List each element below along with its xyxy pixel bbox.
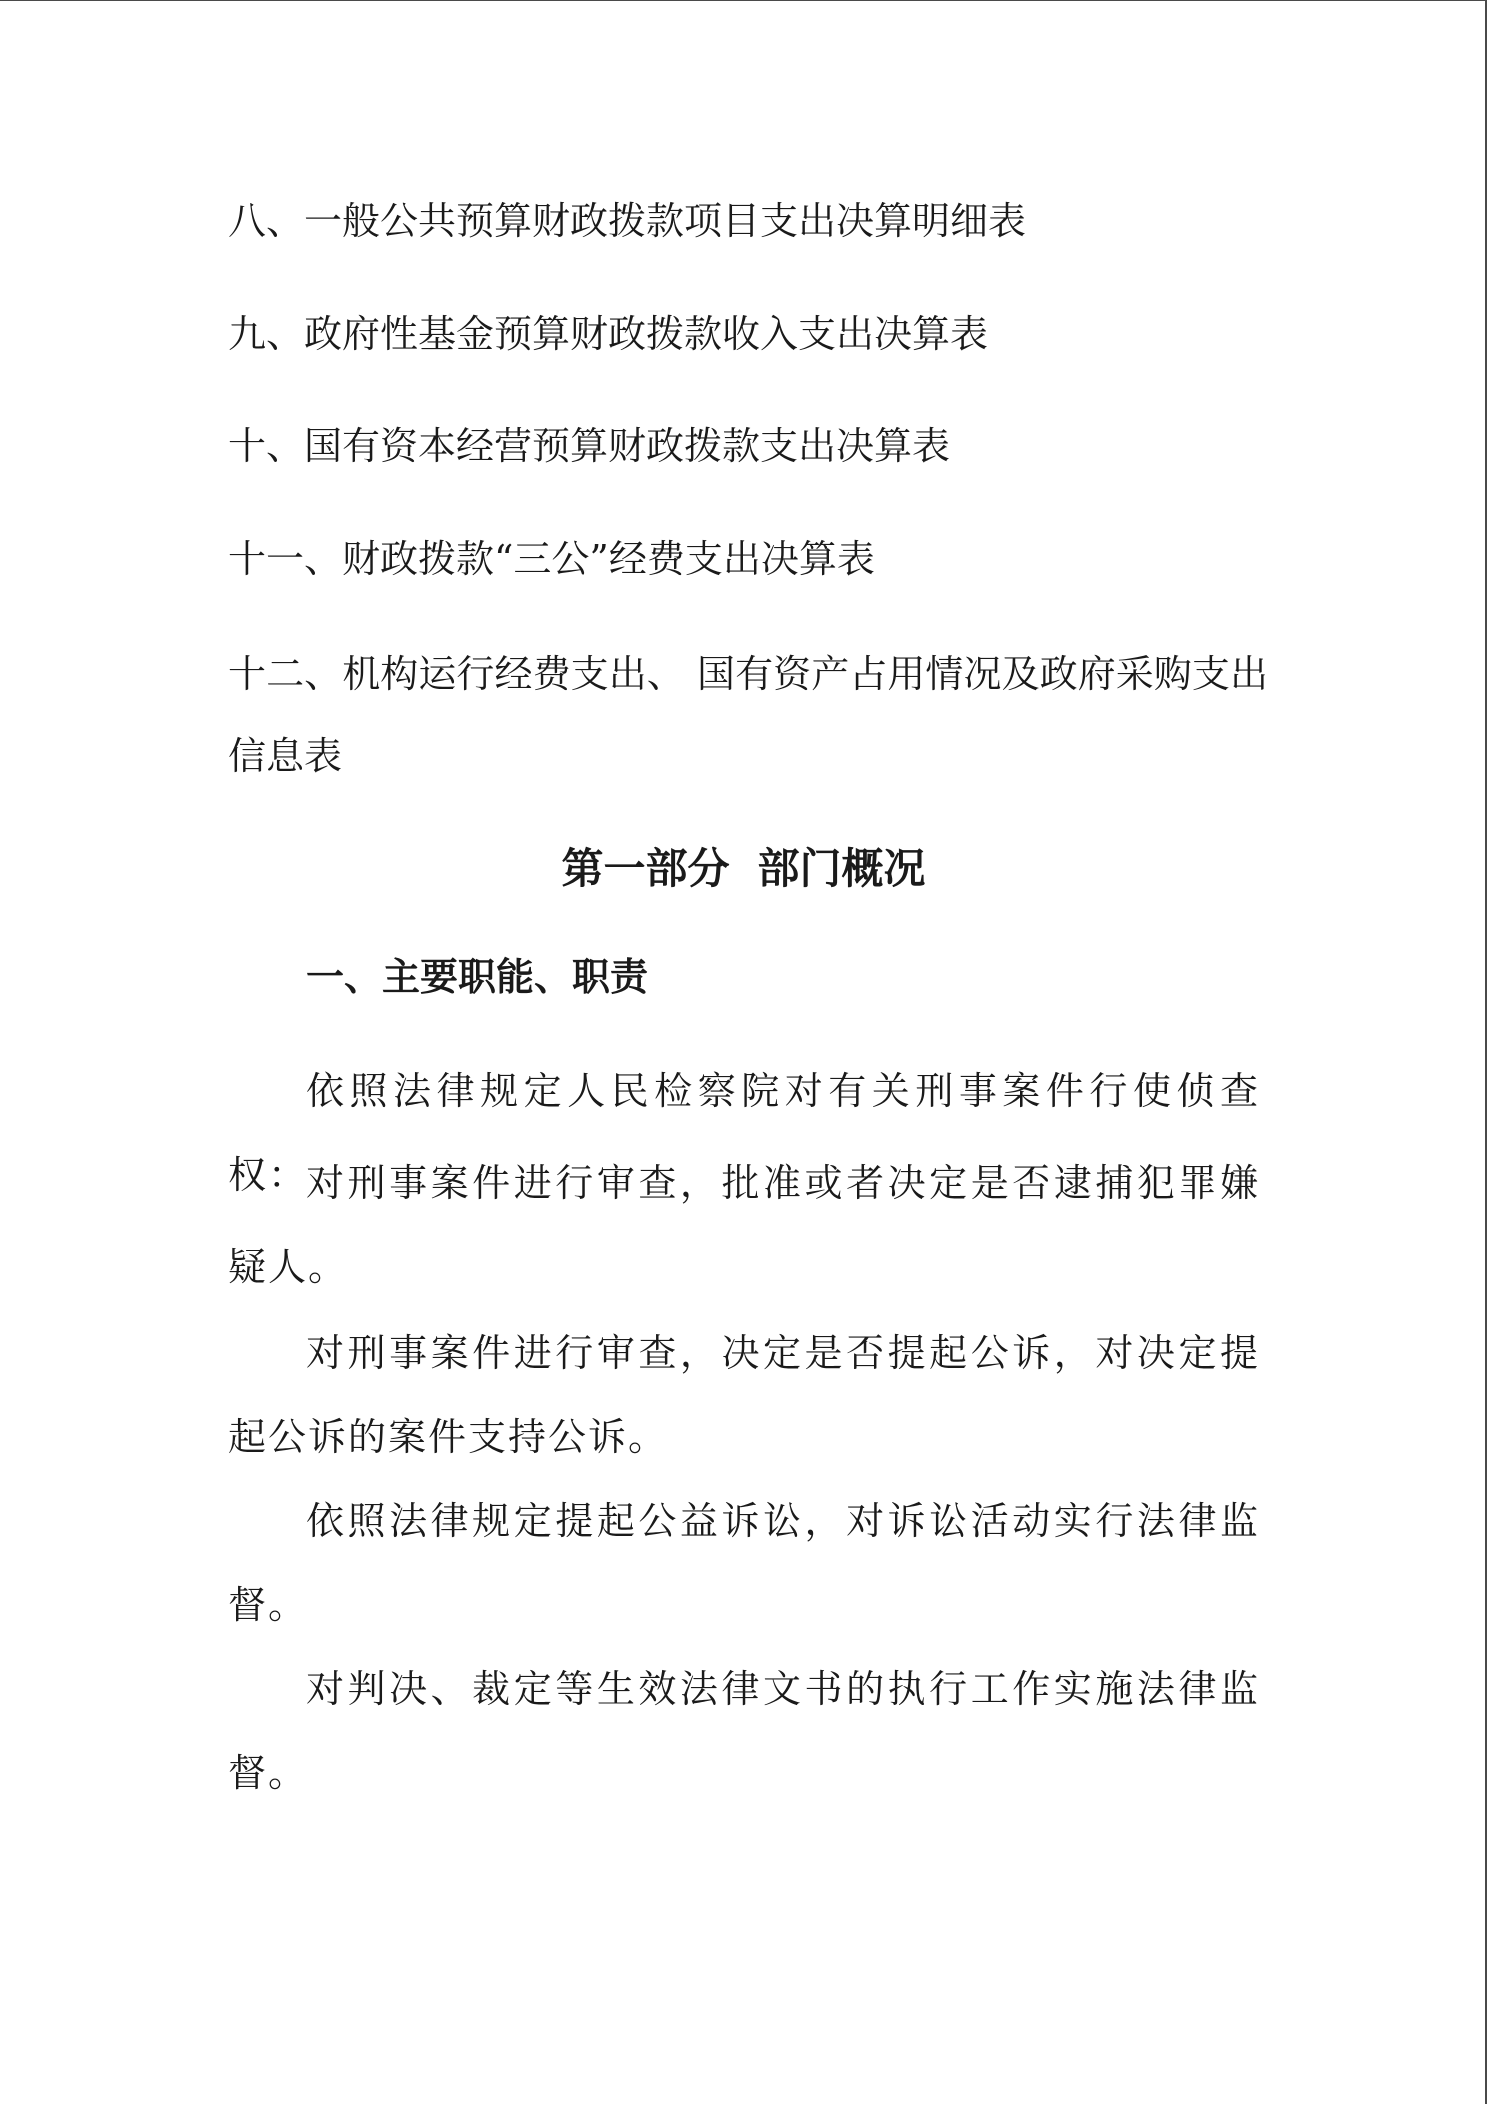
part-title-number: 第一部分 [561, 844, 730, 893]
section-title: 一、主要职能、职责 [306, 954, 649, 999]
toc-item-12: 十二、机构运行经费支出、 国有资产占用情况及政府采购支出信息表 [228, 652, 1268, 778]
toc-item-8: 八、一般公共预算财政拨款项目支出决算明细表 [228, 199, 1027, 243]
toc-item-10: 十、国有资本经营预算财政拨款支出决算表 [228, 424, 951, 468]
paragraph-1: 依照法律规定人民检察院对有关刑事案件行使侦查权： [228, 1069, 1260, 1197]
paragraph-4: 依照法律规定提起公益诉讼，对诉讼活动实行法律监督。 [228, 1499, 1260, 1627]
toc-item-11: 十一、财政拨款“三公”经费支出决算表 [228, 537, 875, 581]
paragraph-5: 对判决、裁定等生效法律文书的执行工作实施法律监督。 [228, 1667, 1260, 1795]
toc-item-9: 九、政府性基金预算财政拨款收入支出决算表 [228, 312, 989, 356]
paragraph-2: 对刑事案件进行审查，批准或者决定是否逮捕犯罪嫌疑人。 [228, 1161, 1260, 1289]
part-title [0, 829, 1487, 909]
part-title-name: 部门概况 [757, 844, 926, 893]
paragraph-3: 对刑事案件进行审查，决定是否提起公诉，对决定提起公诉的案件支持公诉。 [228, 1331, 1260, 1459]
